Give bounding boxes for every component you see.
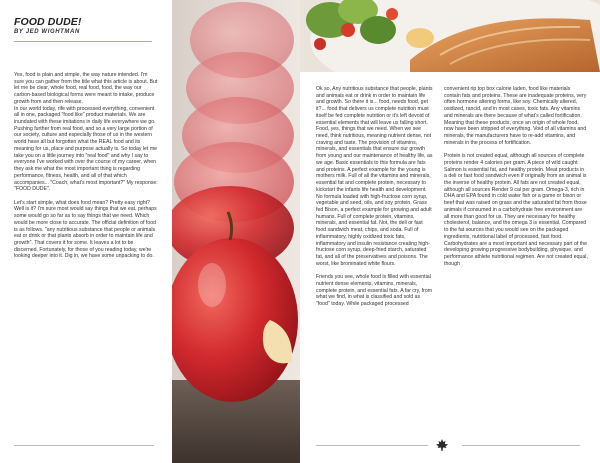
paragraph: Let's start simple, what does food mean? Pretty easy right? Well is it? I'm sure most would say things that we eat, perhaps some would go so far as to say things that we need. Which would be more close to accurate. The official definition of food is as follows. "any nutritious substance that people or animals eat or drink or that plants absorb in order to maintain life and growth". That covers it for some. It leaves a lot to be discerned. Fortunately, for those of you reading today, we're looking deeper into it. Dig in, we have some unpacking to do. [14, 199, 157, 260]
maple-leaf-icon [435, 439, 449, 452]
apples-photo [172, 0, 300, 463]
paragraph: convenient rip top box calorie laden, food like materials contain fats and proteins. These are inadequate proteins, very often hormone altering forms, like soy. Chemically altered, oxidized, rancid, and in most cases, toxic fats. Any vitamins and minerals are there because of what's called fortification. Meaning that these products, once an origin of whole food, now have been stripped of everything. Void of all vitamins and minerals, the manufacturers have to re-add vitamins, and minerals in the process of fortification. [444, 86, 587, 146]
apples-illustration [172, 0, 300, 463]
left-page [0, 0, 172, 463]
column-2 [316, 86, 434, 314]
article-byline: BY JED WIGHTMAN [14, 29, 80, 35]
food-photo [300, 0, 600, 72]
salmon-salad-illustration [300, 0, 600, 72]
article-title: FOOD DUDE! [14, 16, 82, 28]
column-3 [444, 86, 588, 274]
paragraph: Yes, food is plain and simple, the way nature intended. I'm sure you can gather from the title what this article is about. But let me be clear, whole food, real food, food, the way our carbon-based biological forms were meant to intake, produce growth from and then release. In our world today, rife with processed everything, convenient all in one, packaged "food like" product materials. We are inundated with these imitations in daily life everywhere we go. Pushing further from real food, and so a very large portion of our society, culture and especially those of us in the western world have all but forgotten what the REAL food and its meaning for us, place and purpose actually is. So today let me take you on a little journey into "real food" and why I say to everyone I've worked with over the course of my career, when they ask me what the most important thing is regarding performance, fitness, health, and all of that which accompanies... "Coach, what's most important?" My response: "FOOD DUDE". [14, 72, 158, 193]
footer-rule [316, 445, 428, 446]
paragraph: Protein is not created equal, although all sources of complete proteins render 4 calories per gram. A piece of wild caught Salmon is essential fat, and healthy protein. Meat products in a deli or fast food sandwich even if originally from an animal is the inverse of healthy protein. All fats are not created equal, although all sources Render 9 cal per gram. Omega-3, rich in DHA and EPA found in cold water fish or a game or bison or beef that was raised on grass and the saturated fat from those animals if consumed in a carbohydrate free environment are all more than good for us. They are necessary for healthy cholesterol, balance, and the omega 3 is essential. Compared to the fat sources that you would see on the packaged ingredients, nutritional label of processed, fast food. Carbohydrates are a most important and necessary part of the developing growing progressive bodybuilding, physique, and performance athlete nutritional regimen. Are not created equal, though [444, 153, 588, 267]
paragraph: Ok so, Any nutritious substance that people, plants and animals eat or drink in order to maintain life and growth. So there it is... food, needs food, get it?... food that delivers us complete nutrition must itself be fed complete nutrition or it's left devoid of essential elements that will leave us falling short. Food, yes, things that we need. When we see need, think nutritious, meaning nutrient dense, not craving and taste. The provision of vitamins, minerals, and essentials that ensure our growth from young and our maintenance of healthy life, as we age. Basic essentials to this formula are fats and proteins. A perfect example for the young is mothers milk. Full of all the vitamins and minerals, essential fat and complete protein, necessary to kickstart the infants life health and development. No formula loaded with high-fructose corn syrup, vegetable and seed, oils, and soy protein. Grass fed Bison, a perfect example for growing and adult humans. Full of complete protein, vitamins, minerals, and essential fat. Not, the deli or fast food sandwich meat, chips, and soda. Full of inflammatory, highly oxidized toxic fats, inflammatory and insulin resistance creating high-fructose corn syrup, deep-fried starch, saturated fat, and all of the preservatives and poisons. The worst, like brominated white flours. [316, 86, 433, 267]
paragraph: Friends you see, whole food is filled with essential nutrient dense elements, vitamins, minerals, complete protein, and essential fats. A far cry, from what we find, in what is classified and sold as "food" today. While packaged processed [316, 274, 433, 307]
footer-rule [14, 445, 154, 446]
title-divider [14, 41, 152, 42]
footer-rule [462, 445, 580, 446]
column-1 [14, 72, 158, 267]
